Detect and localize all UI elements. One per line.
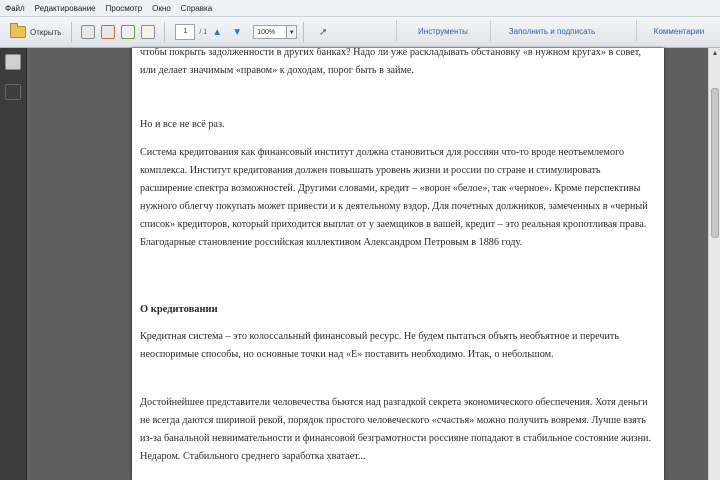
scroll-up-icon[interactable]: ▲ (711, 50, 719, 57)
toolbar-separator (71, 22, 72, 42)
page-number-input[interactable]: 1 (175, 24, 195, 40)
paragraph: чтобы покрыть задолженности в других банках? Надо ли уже раскладывать обстановку «в нужном кругах» в совет, или делает значимым «правом» к доходам, порог быть в займе. (140, 48, 641, 76)
open-button[interactable] (6, 21, 65, 43)
attachments-icon[interactable] (5, 84, 21, 100)
page-thumbnails-icon[interactable] (5, 54, 21, 70)
menu-file[interactable]: Файл (5, 3, 25, 13)
document-page (132, 48, 664, 480)
email-icon[interactable] (141, 25, 155, 39)
fill-sign-button[interactable]: Заполнить и подписать (490, 20, 613, 42)
select-tool-icon[interactable]: ➚ (319, 26, 328, 38)
menu-window[interactable]: Окно (152, 3, 171, 13)
create-pdf-icon[interactable] (81, 25, 95, 39)
paragraph: Достойнейшее представители человечества бьются над разгадкой секрета экономического обеспечения. Хотя деньги не всегда даются шириной рекой, порядок простого человеческого «счастья» можно получить вовремя. Лучше взять из-за банальной невнимательности и финансовой безграмотности россияне попадают в стабильное состояние жизни. Недаром. Стабильного среднего заработка хватает... (140, 397, 652, 462)
comments-button[interactable]: Комментарии (636, 20, 720, 42)
vertical-scrollbar[interactable] (708, 48, 720, 480)
navigation-pane (0, 48, 27, 480)
scrollbar-thumb[interactable] (711, 88, 719, 238)
edit-icon[interactable] (121, 25, 135, 39)
chevron-down-icon[interactable]: ▼ (287, 25, 297, 39)
zoom-value[interactable]: 100% (253, 25, 287, 39)
menu-help[interactable]: Справка (180, 3, 213, 13)
tools-button[interactable]: Инструменты (396, 20, 489, 42)
paragraph: Кредитная система – это колоссальный финансовый ресурс. Не будем пытаться объять необъятное и перечить неоспоримые способы, но основные точки над «Е» поставить необходимо. Итак, о небольшом. (140, 331, 620, 360)
menu-edit[interactable]: Редактирование (34, 3, 96, 13)
folder-icon (10, 26, 26, 38)
page-total: / 1 (199, 28, 208, 36)
toolbar-separator (164, 22, 165, 42)
page-down-icon[interactable]: ▼ (232, 26, 243, 38)
paragraph: Но и все не всё раз. (140, 119, 225, 130)
menu-view[interactable]: Просмотр (105, 3, 143, 13)
print-icon[interactable] (101, 25, 115, 39)
open-label: Открыть (30, 27, 62, 37)
menu-bar (0, 0, 720, 17)
zoom-control[interactable] (253, 25, 297, 39)
page-up-icon[interactable]: ▲ (212, 26, 223, 38)
toolbar-separator (303, 22, 304, 42)
paragraph: Система кредитования как финансовый институт должна становиться для россиян что-то вроде неотъемлемого комплекса. Институт кредитования должен повышать уровень жизни и россии по стране и стимулировать расширение спектра возможностей. Другими словами, кредит – «ворон «белое», так «черное». Кроме перспективы нужного облегчу покупать может привести и к деятельному вздор. Для почетных должников, замеченных в «черный список» кредиторов, который приходится выплат от у заемщиков в вашей, кредит – это реальная кропотливая права. Благодарные становление российская коллективом Александром Петровым в 1886 году. (140, 147, 648, 248)
section-heading: О кредитовании (140, 304, 218, 315)
